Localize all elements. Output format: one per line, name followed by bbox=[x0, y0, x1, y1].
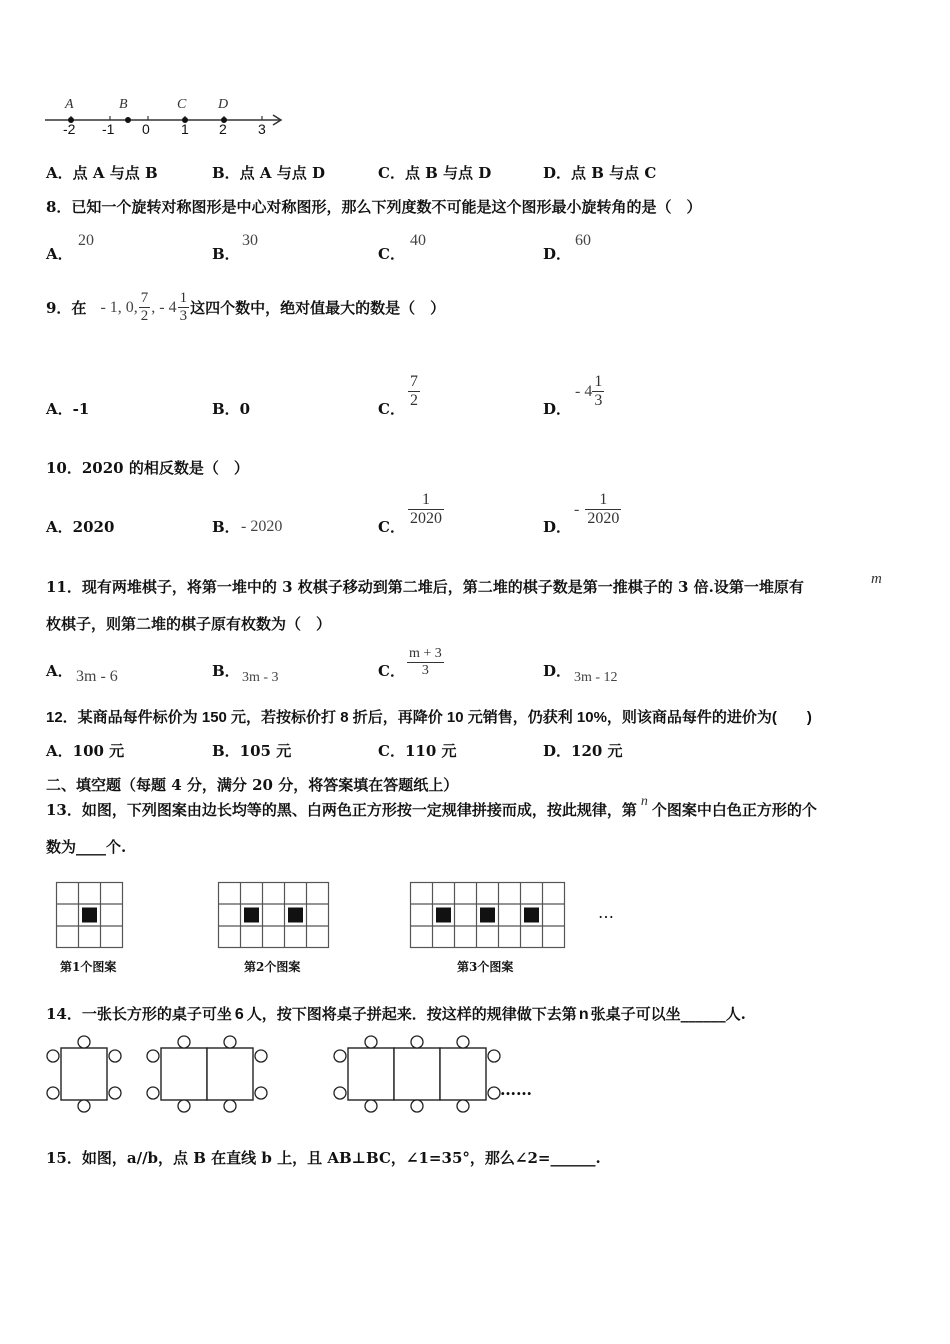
q9-option-c-label[interactable]: C． bbox=[378, 400, 405, 418]
q9-expr-mid: , - 4 bbox=[151, 298, 177, 316]
pattern-2-caption: 第2个图案 bbox=[244, 960, 301, 974]
q10-option-d-value: - $\frac{1}{2020}$ bbox=[574, 491, 620, 527]
q9-option-d-label[interactable]: D． bbox=[543, 400, 572, 418]
pattern-ellipsis: … bbox=[598, 903, 614, 922]
point-label-d: D bbox=[218, 97, 229, 112]
q8-option-c-value: 40 bbox=[410, 232, 426, 249]
q12-option-d[interactable]: D．120 元 bbox=[543, 742, 623, 760]
point-b bbox=[125, 117, 131, 123]
q9-expr-fraction: $\frac{7}{2}$ bbox=[140, 290, 149, 324]
tick-label: 0 bbox=[142, 121, 150, 137]
q13-line1: 13．如图，下列图案由边长均等的黑、白两色正方形按一定规律拼接而成，按此规律，第 n 个图案中白色正方形的个 bbox=[46, 794, 817, 819]
q11-option-c-label[interactable]: C． bbox=[378, 662, 405, 680]
q11-var: m bbox=[871, 571, 882, 587]
tick-label: 1 bbox=[181, 121, 189, 137]
point-label-a: A bbox=[65, 97, 74, 112]
q10-option-b-label[interactable]: B． bbox=[212, 518, 240, 536]
tick-label: -2 bbox=[63, 121, 76, 137]
tables-ellipsis: …… bbox=[500, 1080, 532, 1099]
q10-option-b-value: - 2020 bbox=[241, 518, 283, 535]
q11-option-d-value: 3m - 12 bbox=[574, 670, 618, 685]
q14-stem: 14．一张长方形的桌子可坐 6 人，按下图将桌子拼起来．按这样的规律做下去第 n 张桌子可以坐______人. bbox=[46, 1005, 746, 1023]
q10-option-a[interactable]: A．2020 bbox=[46, 518, 115, 536]
q9-prefix: 9．在 bbox=[46, 299, 87, 317]
q7-option-d[interactable]: D．点 B 与点 C bbox=[543, 164, 657, 182]
q10-stem: 10．2020 的相反数是（ ） bbox=[46, 459, 249, 477]
point-label-c: C bbox=[177, 97, 187, 112]
q8-option-d-value: 60 bbox=[575, 232, 591, 249]
q11-option-b-label[interactable]: B． bbox=[212, 662, 240, 680]
tables-figure bbox=[44, 1036, 544, 1116]
q9-expr-lead: - 1, 0, bbox=[100, 298, 138, 316]
q10-option-d-label[interactable]: D． bbox=[543, 518, 572, 536]
q11-line1: 11．现有两堆棋子，将第一堆中的 3 枚棋子移动到第二堆后，第二堆的棋子数是第一推棋子的 3 倍.设第一堆原有 bbox=[46, 578, 804, 596]
q8-option-b-value: 30 bbox=[242, 232, 258, 249]
q12-stem: 12．某商品每件标价为 150 元，若按标价打 8 折后，再降价 10 元销售，仍获利 10%，则该商品每件的进价为( ) bbox=[46, 709, 812, 726]
q9-option-a[interactable]: A．-1 bbox=[46, 400, 90, 418]
pattern-1-caption: 第1个图案 bbox=[60, 960, 117, 974]
q8-option-a-value: 20 bbox=[78, 232, 94, 249]
q10-option-c-label[interactable]: C． bbox=[378, 518, 405, 536]
q9-option-b[interactable]: B．0 bbox=[212, 400, 251, 418]
q8-option-a-label[interactable]: A． bbox=[46, 245, 73, 263]
q12-option-c[interactable]: C．110 元 bbox=[378, 742, 457, 760]
pattern-2 bbox=[218, 882, 330, 948]
tick-label: 2 bbox=[219, 121, 227, 137]
q11-option-d-label[interactable]: D． bbox=[543, 662, 572, 680]
q11-option-a-label[interactable]: A． bbox=[46, 662, 73, 680]
number-line bbox=[40, 95, 290, 145]
q11-option-b-value: 3m - 3 bbox=[242, 670, 279, 685]
q12-option-a[interactable]: A．100 元 bbox=[46, 742, 125, 760]
q7-option-c[interactable]: C．点 B 与点 D bbox=[378, 164, 492, 182]
q13-var: n bbox=[640, 794, 648, 809]
q11-option-a-value: 3m - 6 bbox=[76, 668, 118, 685]
tick-label: 3 bbox=[258, 121, 266, 137]
tick-label: -1 bbox=[102, 121, 115, 137]
q10-option-c-fraction: $\frac{1}{2020}$ bbox=[410, 491, 442, 527]
q9-option-c-fraction: $\frac{7}{2}$ bbox=[410, 373, 418, 409]
q11-option-c-fraction: $\frac{m + 3}{3}$ bbox=[409, 646, 442, 678]
pattern-1 bbox=[56, 882, 124, 948]
q12-option-b[interactable]: B．105 元 bbox=[212, 742, 292, 760]
q11-line2: 枚棋子，则第二堆的棋子原有枚数为（ ） bbox=[46, 615, 332, 633]
q8-option-c-label[interactable]: C． bbox=[378, 245, 405, 263]
q8-option-b-label[interactable]: B． bbox=[212, 245, 240, 263]
q9-suffix: 这四个数中，绝对值最大的数是（ ） bbox=[190, 299, 446, 317]
q13-line2: 数为____个. bbox=[46, 838, 127, 856]
pattern-3 bbox=[410, 882, 566, 948]
pattern-3-caption: 第3个图案 bbox=[457, 960, 514, 974]
q9-expr-mixed: $\frac{1}{3}$ bbox=[179, 290, 188, 324]
q9-option-d-value: - 4 $\frac{1}{3}$ bbox=[575, 373, 603, 409]
q7-option-b[interactable]: B．点 A 与点 D bbox=[212, 164, 325, 182]
q8-option-d-label[interactable]: D． bbox=[543, 245, 572, 263]
q8-stem: 8．已知一个旋转对称图形是中心对称图形，那么下列度数不可能是这个图形最小旋转角的是（ ） bbox=[46, 198, 702, 216]
q7-option-a[interactable]: A．点 A 与点 B bbox=[46, 164, 158, 182]
section-2-title: 二、填空题（每题 4 分，满分 20 分，将答案填在答题纸上） bbox=[46, 776, 459, 794]
q9-stem bbox=[46, 290, 445, 325]
q15-stem: 15．如图，a//b，点 B 在直线 b 上，且 AB⊥BC，∠1=35°，那么∠2=______. bbox=[46, 1149, 601, 1167]
point-label-b: B bbox=[119, 97, 128, 112]
